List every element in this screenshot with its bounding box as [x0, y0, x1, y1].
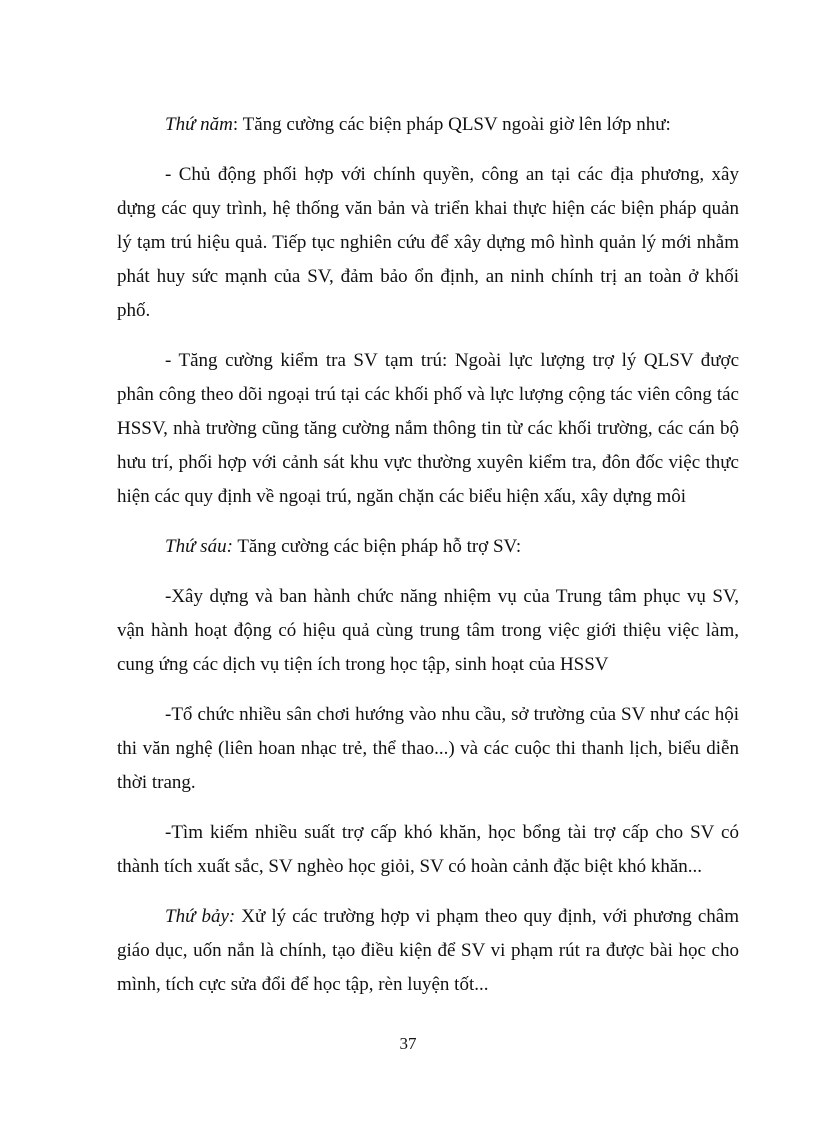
paragraph-body	[117, 158, 739, 328]
page-number: 37	[399, 1034, 417, 1053]
paragraph-thu-sau	[117, 530, 739, 564]
paragraph-lead: Thứ năm	[165, 114, 233, 135]
paragraph-text: - Tăng cường kiểm tra SV tạm trú: Ngoài lực lượng trợ lý QLSV được phân công theo dõi ngoại trú tại các khối phố và lực lượng cộng tác viên công tác HSSV, nhà trường cũng tăng cường nắm thông tin từ các khối trường, các cán bộ hưu trí, phối hợp với cảnh sát khu vực thường xuyên kiểm tra, đôn đốc việc thực hiện các quy định về ngoại trú, ngăn chặn các biểu hiện xấu, xây dựng môi	[117, 350, 739, 507]
paragraph-body	[117, 698, 739, 800]
paragraph-lead: Thứ bảy:	[165, 906, 236, 927]
paragraph-text: -Tìm kiếm nhiều suất trợ cấp khó khăn, học bổng tài trợ cấp cho SV có thành tích xuất sắc, SV nghèo học giỏi, SV có hoàn cảnh đặc biệt khó khăn...	[117, 822, 739, 877]
paragraph-text: -Xây dựng và ban hành chức năng nhiệm vụ của Trung tâm phục vụ SV, vận hành hoạt động có hiệu quả cùng trung tâm trong việc giới thiệu việc làm, cung ứng các dịch vụ tiện ích trong học tập, sinh hoạt của HSSV	[117, 586, 739, 675]
paragraph-thu-bay	[117, 900, 739, 1002]
document-body	[117, 108, 739, 1002]
paragraph-text: Xử lý các trường hợp vi phạm theo quy định, với phương châm giáo dục, uốn nắn là chính, tạo điều kiện để SV vi phạm rút ra được bài học cho mình, tích cực sửa đổi để học tập, rèn luyện tốt...	[117, 906, 739, 995]
paragraph-text: Tăng cường các biện pháp hỗ trợ SV:	[232, 536, 522, 557]
paragraph-body	[117, 580, 739, 682]
paragraph-lead: Thứ sáu:	[165, 536, 233, 557]
paragraph-thu-nam	[117, 108, 739, 142]
paragraph-text: - Chủ động phối hợp với chính quyền, công an tại các địa phương, xây dựng các quy trình, hệ thống văn bản và triển khai thực hiện các biện pháp quản lý tạm trú hiệu quả. Tiếp tục nghiên cứu để xây dựng mô hình quản lý mới nhằm phát huy sức mạnh của SV, đảm bảo ổn định, an ninh chính trị an toàn ở khối phố.	[117, 164, 739, 321]
paragraph-text: : Tăng cường các biện pháp QLSV ngoài giờ lên lớp như:	[232, 114, 671, 135]
paragraph-body	[117, 816, 739, 884]
paragraph-text: -Tổ chức nhiều sân chơi hướng vào nhu cầu, sở trường của SV như các hội thi văn nghệ (liên hoan nhạc trẻ, thể thao...) và các cuộc thi thanh lịch, biểu diễn thời trang.	[117, 704, 739, 793]
paragraph-body	[117, 344, 739, 514]
